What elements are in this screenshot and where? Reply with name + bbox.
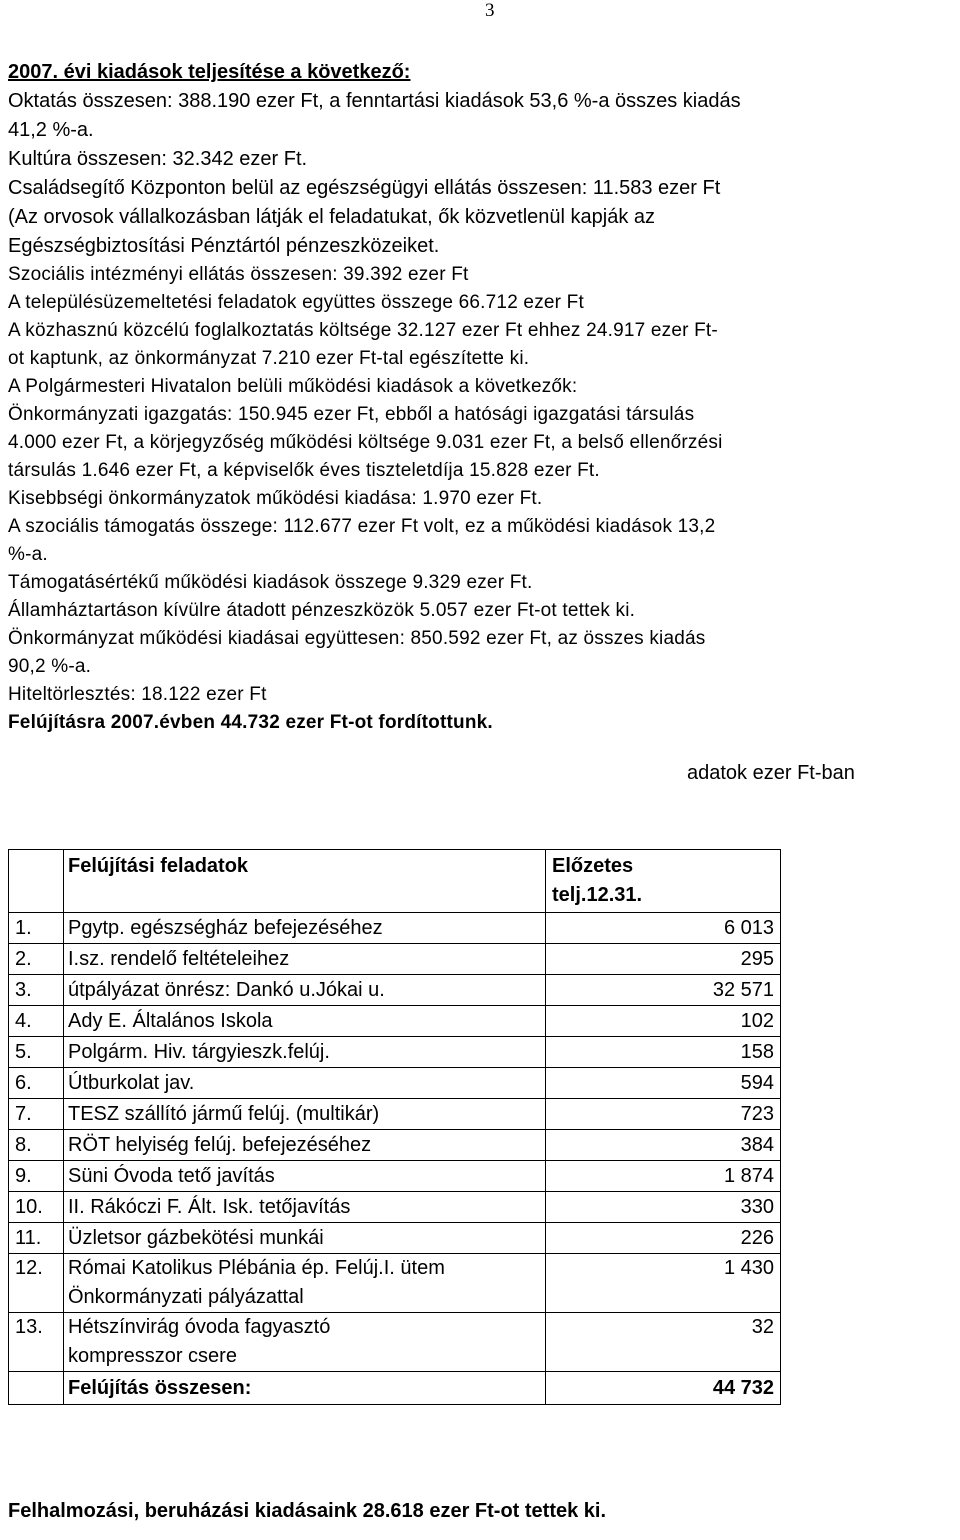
text-line: 41,2 %-a. bbox=[8, 119, 94, 141]
row-task: Süni Óvoda tető javítás bbox=[64, 1161, 546, 1192]
text-line: A közhasznú közcélú foglalkoztatás költsége 32.127 ezer Ft ehhez 24.917 ezer Ft- bbox=[8, 320, 718, 341]
text-line: Államháztartáson kívülre átadott pénzeszközök 5.057 ezer Ft-ot tettek ki. bbox=[8, 600, 636, 621]
row-task: Pgytp. egészségház befejezéséhez bbox=[64, 913, 546, 944]
row-number: 11. bbox=[9, 1223, 64, 1254]
row-number: 1. bbox=[9, 913, 64, 944]
table-row bbox=[9, 1037, 781, 1068]
row-value: 32 bbox=[546, 1313, 781, 1372]
renovation-summary: Felújításra 2007.évben 44.732 ezer Ft-ot fordítottunk. bbox=[8, 712, 493, 733]
text-line: Kultúra összesen: 32.342 ezer Ft. bbox=[8, 148, 308, 170]
text-line: (Az orvosok vállalkozásban látják el feladatukat, ők közvetlenül kapják az bbox=[8, 206, 656, 228]
text-line: Egészségbiztosítási Pénztártól pénzeszközeiket. bbox=[8, 235, 440, 257]
row-value: 723 bbox=[546, 1099, 781, 1130]
renovation-table bbox=[8, 849, 781, 1405]
row-number: 7. bbox=[9, 1099, 64, 1130]
text-line: Önkormányzat működési kiadásai együttesen: 850.592 ezer Ft, az összes kiadás bbox=[8, 628, 706, 649]
row-task: Ady E. Általános Iskola bbox=[64, 1006, 546, 1037]
row-task bbox=[64, 1254, 546, 1313]
row-value: 384 bbox=[546, 1130, 781, 1161]
row-value: 1 430 bbox=[546, 1254, 781, 1313]
table-total-row bbox=[9, 1372, 781, 1405]
row-task: II. Rákóczi F. Ált. Isk. tetőjavítás bbox=[64, 1192, 546, 1223]
table-row bbox=[9, 975, 781, 1006]
table-row bbox=[9, 1130, 781, 1161]
table-row bbox=[9, 1254, 781, 1313]
row-number: 10. bbox=[9, 1192, 64, 1223]
row-task: Útburkolat jav. bbox=[64, 1068, 546, 1099]
row-task-line1: Római Katolikus Plébánia ép. Felúj.I. ütem bbox=[68, 1257, 445, 1279]
table-row bbox=[9, 913, 781, 944]
row-number: 3. bbox=[9, 975, 64, 1006]
row-task: I.sz. rendelő feltételeihez bbox=[64, 944, 546, 975]
table-row bbox=[9, 1068, 781, 1099]
row-task-line1: Hétszínvirág óvoda fagyasztó bbox=[68, 1316, 331, 1338]
row-value: 32 571 bbox=[546, 975, 781, 1006]
text-line: 90,2 %-a. bbox=[8, 656, 92, 677]
text-line: ot kaptunk, az önkormányzat 7.210 ezer Ft-tal egészítette ki. bbox=[8, 348, 530, 369]
row-task bbox=[64, 1313, 546, 1372]
row-value: 158 bbox=[546, 1037, 781, 1068]
text-line: Szociális intézményi ellátás összesen: 39.392 ezer Ft bbox=[8, 264, 469, 285]
header-number-cell bbox=[9, 850, 64, 913]
row-number: 8. bbox=[9, 1130, 64, 1161]
text-line: Támogatásértékű működési kiadások összege 9.329 ezer Ft. bbox=[8, 572, 533, 593]
text-line: 4.000 ezer Ft, a körjegyzőség működési költsége 9.031 ezer Ft, a belső ellenőrzési bbox=[8, 432, 723, 453]
table-row bbox=[9, 1313, 781, 1372]
text-line: Önkormányzati igazgatás: 150.945 ezer Ft, ebből a hatósági igazgatási társulás bbox=[8, 404, 695, 425]
text-line: társulás 1.646 ezer Ft, a képviselők éves tiszteletdíja 15.828 ezer Ft. bbox=[8, 460, 600, 481]
units-note: adatok ezer Ft-ban bbox=[687, 762, 855, 784]
total-value: 44 732 bbox=[546, 1372, 781, 1405]
row-number: 13. bbox=[9, 1313, 64, 1372]
table-header-row bbox=[9, 850, 781, 913]
table-row bbox=[9, 1223, 781, 1254]
row-task-line2: Önkormányzati pályázattal bbox=[68, 1286, 304, 1308]
row-number: 12. bbox=[9, 1254, 64, 1313]
text-line: Családsegítő Központon belül az egészségügyi ellátás összesen: 11.583 ezer Ft bbox=[8, 177, 721, 199]
row-task: Polgárm. Hiv. tárgyieszk.felúj. bbox=[64, 1037, 546, 1068]
footer-summary: Felhalmozási, beruházási kiadásaink 28.618 ezer Ft-ot tettek ki. bbox=[8, 1500, 607, 1522]
row-value: 594 bbox=[546, 1068, 781, 1099]
total-label: Felújítás összesen: bbox=[64, 1372, 546, 1405]
row-task: útpályázat önrész: Dankó u.Jókai u. bbox=[64, 975, 546, 1006]
text-line: Oktatás összesen: 388.190 ezer Ft, a fenntartási kiadások 53,6 %-a összes kiadás bbox=[8, 90, 741, 112]
text-line: Hiteltörlesztés: 18.122 ezer Ft bbox=[8, 684, 267, 705]
row-number: 9. bbox=[9, 1161, 64, 1192]
section-heading: 2007. évi kiadások teljesítése a következő: bbox=[8, 61, 411, 83]
total-number-cell bbox=[9, 1372, 64, 1405]
text-line: A szociális támogatás összege: 112.677 ezer Ft volt, ez a működési kiadások 13,2 bbox=[8, 516, 716, 537]
row-task-line2: kompresszor csere bbox=[68, 1345, 237, 1367]
row-task: Üzletsor gázbekötési munkái bbox=[64, 1223, 546, 1254]
header-task: Felújítási feladatok bbox=[64, 850, 546, 913]
text-line: %-a. bbox=[8, 544, 48, 565]
row-number: 5. bbox=[9, 1037, 64, 1068]
header-value-line1: Előzetes bbox=[552, 855, 634, 877]
row-value: 102 bbox=[546, 1006, 781, 1037]
text-line: Kisebbségi önkormányzatok működési kiadása: 1.970 ezer Ft. bbox=[8, 488, 543, 509]
row-task: TESZ szállító jármű felúj. (multikár) bbox=[64, 1099, 546, 1130]
row-value: 6 013 bbox=[546, 913, 781, 944]
header-value bbox=[546, 850, 781, 913]
row-number: 6. bbox=[9, 1068, 64, 1099]
table-row bbox=[9, 1192, 781, 1223]
row-value: 330 bbox=[546, 1192, 781, 1223]
table-row bbox=[9, 1099, 781, 1130]
row-value: 1 874 bbox=[546, 1161, 781, 1192]
row-number: 2. bbox=[9, 944, 64, 975]
header-value-line2: telj.12.31. bbox=[552, 884, 643, 906]
table-row bbox=[9, 1161, 781, 1192]
text-line: A Polgármesteri Hivatalon belüli működési kiadások a következők: bbox=[8, 376, 578, 397]
table-row bbox=[9, 1006, 781, 1037]
row-number: 4. bbox=[9, 1006, 64, 1037]
row-value: 226 bbox=[546, 1223, 781, 1254]
row-value: 295 bbox=[546, 944, 781, 975]
row-task: RÖT helyiség felúj. befejezéséhez bbox=[64, 1130, 546, 1161]
text-line: A településüzemeltetési feladatok együttes összege 66.712 ezer Ft bbox=[8, 292, 584, 313]
table-row bbox=[9, 944, 781, 975]
page-number: 3 bbox=[485, 0, 495, 21]
